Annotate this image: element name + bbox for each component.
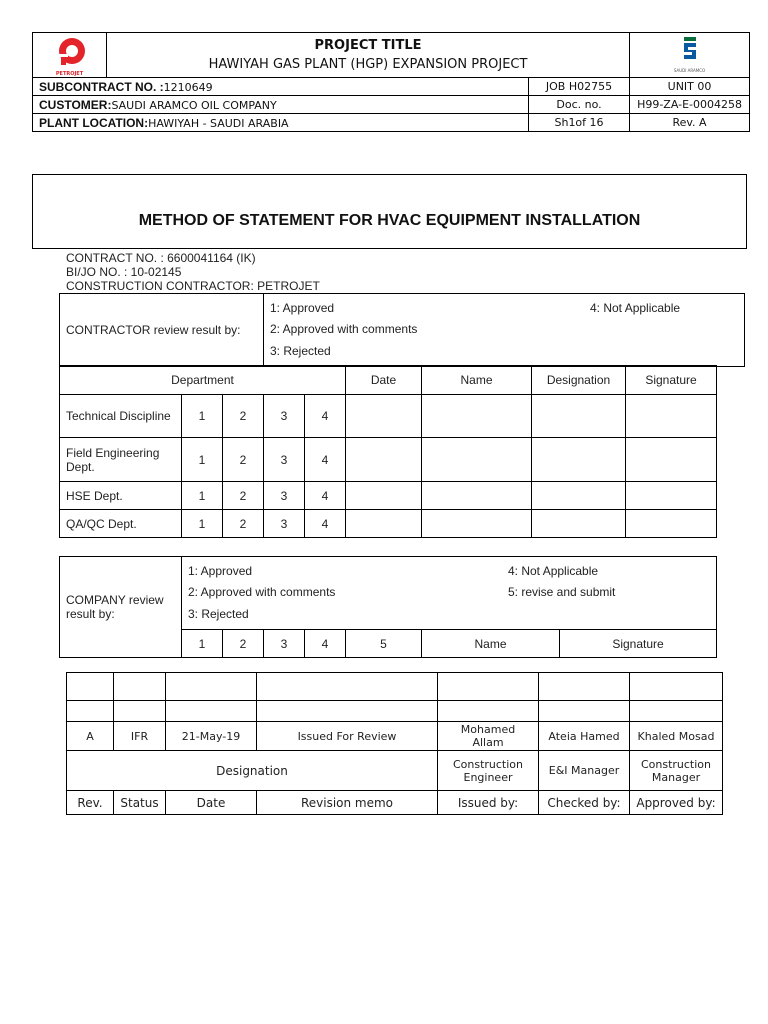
petrojet-logo-cell (33, 33, 107, 78)
unit-number: UNIT 00 (630, 78, 750, 96)
name-cell (422, 482, 532, 510)
plant-location-value: HAWIYAH - SAUDI ARABIA (148, 116, 289, 130)
date-cell (346, 510, 422, 538)
revision-empty-row (67, 701, 723, 722)
name-cell (422, 438, 532, 482)
table-row (60, 438, 717, 482)
designation-cell (532, 510, 626, 538)
dept-option: 4 (305, 395, 346, 438)
department-table-header (60, 366, 717, 395)
company-option: 4 (305, 630, 346, 658)
header-row-customer (33, 96, 750, 114)
dept-option: 4 (305, 510, 346, 538)
status-value: IFR (114, 722, 166, 751)
dept-option: 1 (182, 482, 223, 510)
signature-cell (626, 482, 717, 510)
plant-location-label: PLANT LOCATION: (39, 115, 149, 130)
company-opt-approved: 1: Approved (188, 564, 253, 578)
company-review-options (182, 557, 717, 630)
contractor-opt-approved-comments: 2: Approved with comments (270, 322, 418, 336)
checked-by-value: Ateia Hamed (539, 722, 630, 751)
contractor-review-table (59, 293, 745, 367)
designation-approved: Construction Manager (630, 751, 723, 791)
company-option: 2 (223, 630, 264, 658)
dept-option: 3 (264, 510, 305, 538)
header-signature: Signature (626, 366, 717, 395)
date-cell (346, 482, 422, 510)
contractor-review-options (264, 294, 745, 367)
name-cell (422, 510, 532, 538)
petrojet-logo-text: PETROJET (55, 70, 84, 77)
dept-option: 4 (305, 482, 346, 510)
customer-value: SAUDI ARAMCO OIL COMPANY (111, 98, 277, 112)
issued-by-value: Mohamed Allam (438, 722, 539, 751)
table-row (60, 510, 717, 538)
revision-header-row (67, 791, 723, 815)
project-title-cell (107, 33, 630, 78)
job-number: JOB H02755 (529, 78, 630, 96)
aramco-logo-icon (681, 37, 699, 65)
dept-option: 2 (223, 438, 264, 482)
date-cell (346, 395, 422, 438)
company-signature-header: Signature (560, 630, 717, 658)
header-date: Date (166, 791, 257, 815)
contractor-opt-rejected: 3: Rejected (270, 344, 331, 358)
contract-number: CONTRACT NO. : 6600041164 (IK) (66, 251, 256, 265)
company-opt-approved-comments: 2: Approved with comments (188, 585, 336, 599)
revision-label: Rev. A (630, 114, 750, 132)
dept-option: 2 (223, 482, 264, 510)
dept-option: 4 (305, 438, 346, 482)
name-cell (422, 395, 532, 438)
sheet-number: Sh1of 16 (529, 114, 630, 132)
header-approved-by: Approved by: (630, 791, 723, 815)
contract-info (66, 251, 320, 293)
dept-option: 2 (223, 395, 264, 438)
header-checked-by: Checked by: (539, 791, 630, 815)
company-option: 1 (182, 630, 223, 658)
dept-name: HSE Dept. (60, 482, 182, 510)
subcontract-value: 1210649 (163, 80, 213, 94)
rev-value: A (67, 722, 114, 751)
document-title: METHOD OF STATEMENT FOR HVAC EQUIPMENT INSTALLATION (32, 174, 747, 249)
header-status: Status (114, 791, 166, 815)
table-row (60, 482, 717, 510)
signature-cell (626, 438, 717, 482)
contractor-opt-not-applicable: 4: Not Applicable (590, 301, 681, 315)
header-row-location (33, 114, 750, 132)
bijo-number: BI/JO NO. : 10-02145 (66, 265, 182, 279)
date-cell (346, 438, 422, 482)
approved-by-value: Khaled Mosad (630, 722, 723, 751)
construction-contractor: CONSTRUCTION CONTRACTOR: PETROJET (66, 279, 320, 293)
dept-name: QA/QC Dept. (60, 510, 182, 538)
designation-cell (532, 438, 626, 482)
company-opt-not-applicable: 4: Not Applicable (508, 564, 599, 578)
header-row-subcontract (33, 78, 750, 96)
doc-no-label: Doc. no. (529, 96, 630, 114)
department-table (59, 365, 717, 538)
subcontract-label: SUBCONTRACT NO. : (39, 79, 164, 94)
dept-option: 1 (182, 395, 223, 438)
header-table (32, 32, 750, 132)
company-option: 3 (264, 630, 305, 658)
company-opt-rejected: 3: Rejected (188, 607, 249, 621)
dept-name: Technical Discipline (60, 395, 182, 438)
header-name: Name (422, 366, 532, 395)
dept-option: 3 (264, 438, 305, 482)
company-review-label: COMPANY review result by: (60, 557, 182, 658)
dept-option: 1 (182, 510, 223, 538)
company-name-header: Name (422, 630, 560, 658)
contractor-review-label: CONTRACTOR review result by: (60, 294, 264, 367)
revision-designation-row (67, 751, 723, 791)
revision-table (66, 672, 723, 815)
revision-entry-row (67, 722, 723, 751)
petrojet-logo-icon (50, 34, 90, 74)
dept-option: 2 (223, 510, 264, 538)
header-rev: Rev. (67, 791, 114, 815)
designation-cell (532, 395, 626, 438)
dept-option: 3 (264, 395, 305, 438)
header-date: Date (346, 366, 422, 395)
date-value: 21-May-19 (166, 722, 257, 751)
project-name: HAWIYAH GAS PLANT (HGP) EXPANSION PROJECT (208, 57, 528, 72)
designation-cell (532, 482, 626, 510)
aramco-logo-cell (630, 33, 750, 78)
header-designation: Designation (532, 366, 626, 395)
dept-option: 3 (264, 482, 305, 510)
project-title-label: PROJECT TITLE (314, 38, 422, 53)
company-option: 5 (346, 630, 422, 658)
signature-cell (626, 510, 717, 538)
header-issued-by: Issued by: (438, 791, 539, 815)
signature-cell (626, 395, 717, 438)
designation-label: Designation (67, 751, 438, 791)
customer-label: CUSTOMER: (39, 97, 112, 112)
header-department: Department (60, 366, 346, 395)
designation-issued: Construction Engineer (438, 751, 539, 791)
dept-name: Field Engineering Dept. (60, 438, 182, 482)
header-revision-memo: Revision memo (257, 791, 438, 815)
designation-checked: E&I Manager (539, 751, 630, 791)
company-opt-revise-submit: 5: revise and submit (508, 585, 616, 599)
memo-value: Issued For Review (257, 722, 438, 751)
aramco-logo-text: SAUDI ARAMCO (673, 68, 706, 73)
company-review-table (59, 556, 717, 658)
doc-no-value: H99-ZA-E-0004258 (630, 96, 750, 114)
contractor-opt-approved: 1: Approved (270, 301, 335, 315)
table-row (60, 395, 717, 438)
revision-empty-row (67, 673, 723, 701)
dept-option: 1 (182, 438, 223, 482)
